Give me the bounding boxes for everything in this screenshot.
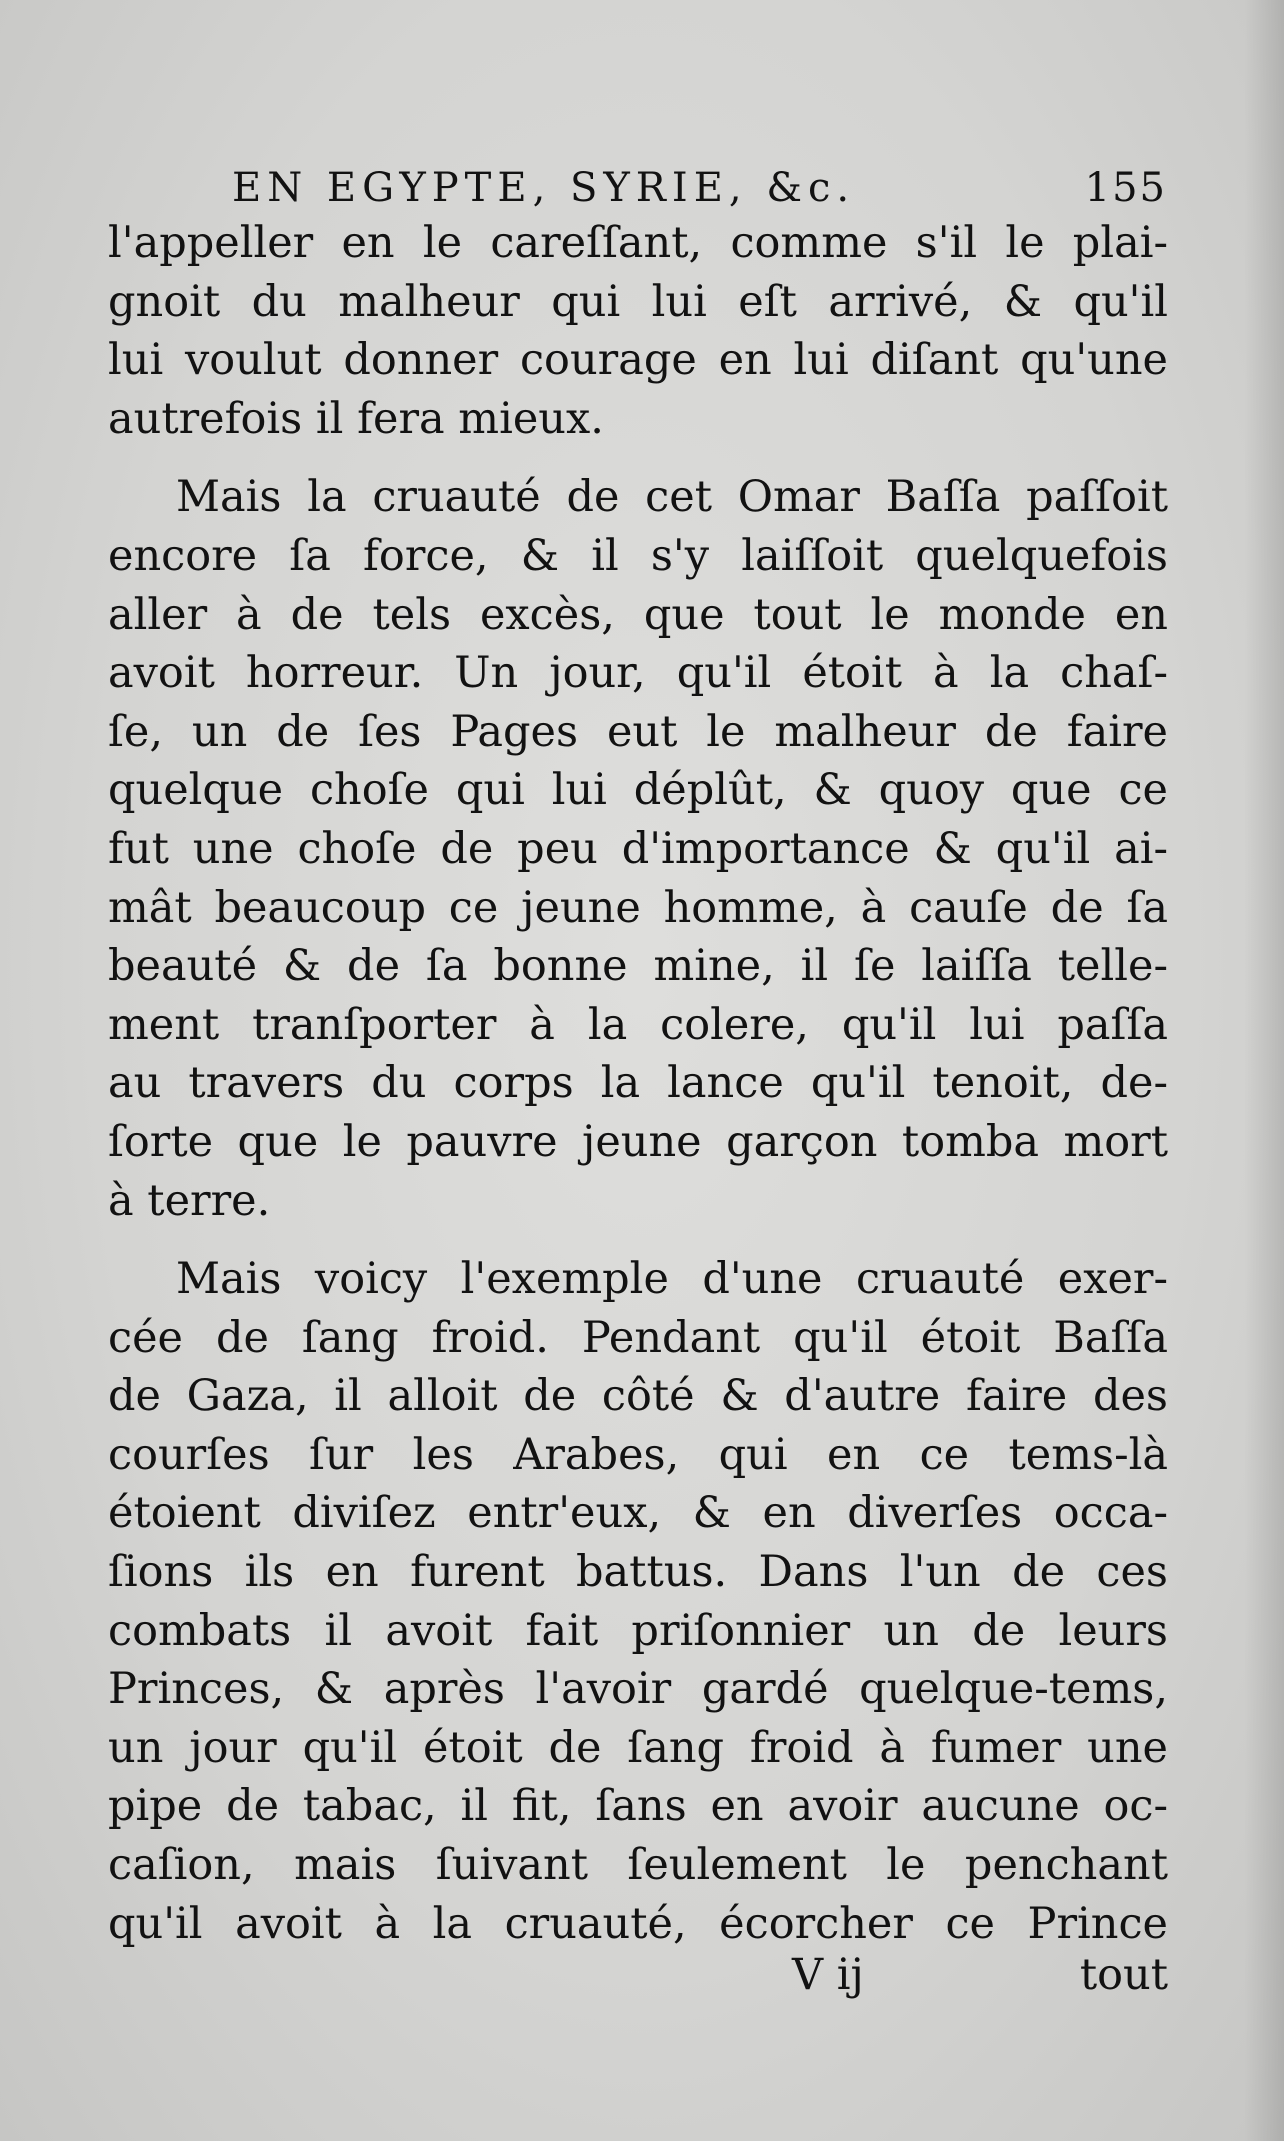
running-title: EN EGYPTE, SYRIE, &c. bbox=[232, 165, 856, 211]
text-line: pipe de tabac, il fit, ſans en avoir aucune oc- bbox=[108, 1781, 1168, 1832]
text-line: ſorte que le pauvre jeune garçon tomba mort bbox=[108, 1116, 1168, 1167]
text-line: au travers du corps la lance qu'il tenoit, de- bbox=[108, 1058, 1168, 1109]
text-line: ment tranſporter à la colere, qu'il lui paſſa bbox=[108, 999, 1168, 1050]
text-line: ſions ils en furent battus. Dans l'un de ces bbox=[108, 1547, 1168, 1598]
catchword: tout bbox=[1079, 1950, 1168, 2000]
text-line: fut une choſe de peu d'importance & qu'il ai- bbox=[108, 823, 1168, 874]
text-line: encore ſa force, & il s'y laiſſoit quelquefois bbox=[108, 530, 1168, 581]
paragraph-gap bbox=[108, 1230, 1168, 1250]
text-line: avoit horreur. Un jour, qu'il étoit à la chaſ- bbox=[108, 648, 1168, 699]
text-line: gnoit du malheur qui lui eſt arrivé, & qu'il bbox=[108, 276, 1168, 327]
text-line: combats il avoit fait priſonnier un de leurs bbox=[108, 1605, 1168, 1656]
text-line: courſes ſur les Arabes, qui en ce tems-là bbox=[108, 1429, 1168, 1480]
text-line: l'appeller en le careſſant, comme s'il le plai- bbox=[108, 218, 1168, 268]
text-line: à terre. bbox=[108, 1175, 271, 1226]
paragraph bbox=[108, 468, 1168, 1230]
text-line: de Gaza, il alloit de côté & d'autre faire des bbox=[108, 1371, 1168, 1422]
text-line: mât beaucoup ce jeune homme, à cauſe de ſa bbox=[108, 882, 1168, 933]
text-line: Princes, & après l'avoir gardé quelque-tems, bbox=[108, 1664, 1168, 1715]
text-line: caſion, mais ſuivant ſeulement le penchant bbox=[108, 1840, 1168, 1891]
signature-mark: V ij bbox=[792, 1950, 864, 2000]
text-line: beauté & de ſa bonne mine, il ſe laiſſa telle- bbox=[108, 941, 1168, 992]
page-number: 155 bbox=[1084, 165, 1167, 211]
text-line: aller à de tels excès, que tout le monde en bbox=[108, 589, 1168, 640]
paragraph bbox=[108, 214, 1168, 448]
text-line: Mais voicy l'exemple d'une cruauté exer- bbox=[176, 1254, 1168, 1305]
text-line: autrefois il fera mieux. bbox=[108, 393, 604, 444]
text-line: étoient diviſez entr'eux, & en diverſes occa- bbox=[108, 1488, 1168, 1539]
text-line: Mais la cruauté de cet Omar Baſſa paſſoit bbox=[176, 472, 1168, 523]
text-line: quelque choſe qui lui déplût, & quoy que ce bbox=[108, 765, 1168, 816]
running-head bbox=[232, 158, 1167, 218]
text-line: qu'il avoit à la cruauté, écorcher ce Prince bbox=[108, 1898, 1168, 1949]
text-line: cée de ſang froid. Pendant qu'il étoit Baſſa bbox=[108, 1312, 1168, 1363]
page-footer bbox=[792, 1945, 1168, 2005]
text-line: ſe, un de ſes Pages eut le malheur de faire bbox=[108, 706, 1168, 757]
body-text bbox=[108, 214, 1168, 1953]
text-line: lui voulut donner courage en lui diſant qu'une bbox=[108, 335, 1168, 386]
paragraph-gap bbox=[108, 448, 1168, 468]
text-line: un jour qu'il étoit de ſang froid à fumer une bbox=[108, 1722, 1168, 1773]
paragraph bbox=[108, 1250, 1168, 1953]
